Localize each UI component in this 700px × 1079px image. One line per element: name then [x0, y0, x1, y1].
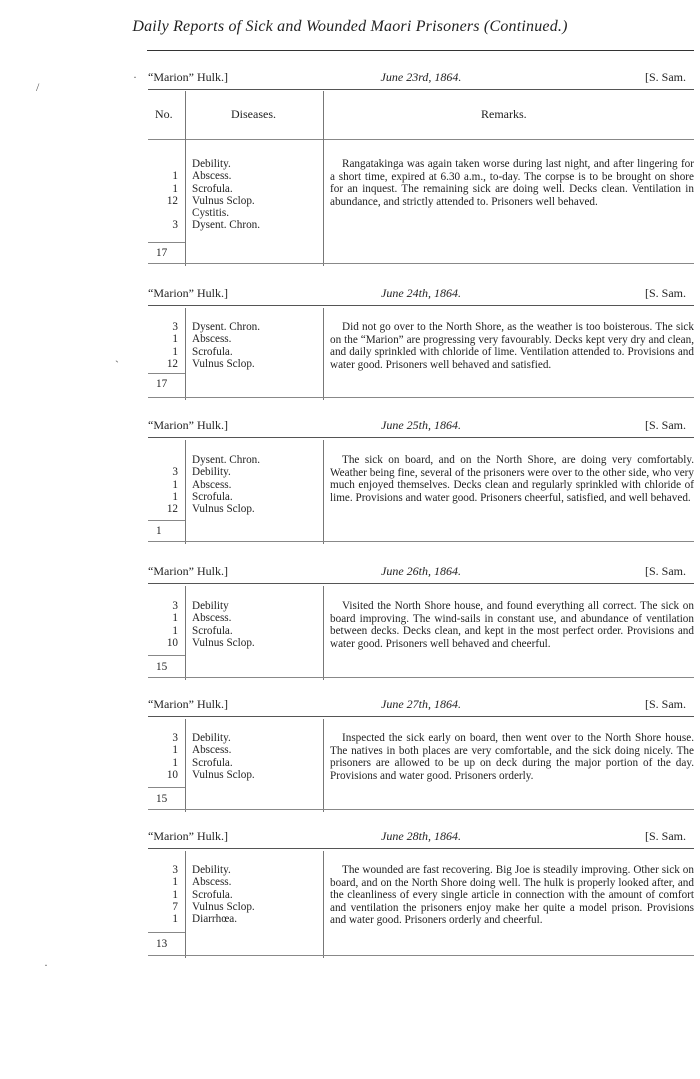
disease-name: Vulnus Sclop.	[192, 194, 255, 207]
entry-bottom-rule	[148, 263, 694, 264]
case-counts	[148, 864, 178, 925]
column-divider	[185, 440, 186, 544]
remarks-text: The sick on board, and on the North Shore, are doing very comfortably. Weather being fine, several of the prisoners were over to the other side, who very much enjoyed themselves. Decks clean and regularly sprinkled with chloride of lime. Provisions and water good. Prisoners cheerful, satisfied, and well behaved.	[330, 454, 694, 504]
disease-name: Debility.	[192, 864, 231, 876]
column-divider	[185, 91, 186, 266]
total-rule	[148, 373, 185, 374]
header-rule	[148, 437, 694, 438]
case-count: 1	[172, 744, 178, 757]
entry-header	[148, 829, 694, 849]
disease-name: Abscess.	[192, 744, 232, 757]
column-divider	[323, 308, 324, 400]
case-count: 1	[172, 888, 178, 901]
total-count: 17	[156, 378, 168, 390]
case-count: 1	[172, 170, 178, 183]
disease-name: Debility	[192, 600, 229, 612]
entry-header	[148, 70, 694, 90]
diseases-list	[192, 321, 322, 370]
entry-header	[148, 564, 694, 584]
ship-name: “Marion” Hulk.]	[148, 418, 228, 432]
report-date: June 25th, 1864.	[381, 418, 461, 432]
margin-mark: ·	[44, 958, 48, 972]
column-header-no: No.	[155, 107, 173, 121]
diseases-list	[192, 732, 322, 781]
disease-name: Scrofula.	[192, 624, 233, 637]
case-count: 12	[166, 194, 178, 207]
case-count: 3	[172, 600, 178, 612]
case-count: 1	[172, 624, 178, 637]
case-count: 10	[166, 636, 178, 649]
total-rule	[148, 787, 185, 788]
header-rule	[148, 716, 694, 717]
header-rule	[148, 583, 694, 584]
case-counts	[148, 321, 178, 370]
column-divider	[185, 851, 186, 958]
case-count: 1	[172, 612, 178, 625]
ship-name: “Marion” Hulk.]	[148, 564, 228, 578]
disease-name: Scrofula.	[192, 182, 233, 195]
case-count: 3	[172, 732, 178, 744]
entry-bottom-rule	[148, 541, 694, 542]
case-count: 7	[172, 900, 178, 913]
disease-name: Scrofula.	[192, 756, 233, 769]
column-divider	[323, 719, 324, 812]
disease-name: Abscess.	[192, 478, 232, 491]
diseases-list	[192, 158, 322, 232]
total-rule	[148, 242, 185, 243]
column-divider	[323, 91, 324, 266]
case-counts	[148, 600, 178, 649]
case-count: 1	[172, 876, 178, 889]
column-divider	[185, 308, 186, 400]
remarks-text: Rangatakinga was again taken worse during last night, and after lingering for a short time, expired at 6.30 a.m., to-day. The corpse is to be brought on shore for an inquest. The remaining sick are doing well. Decks clean. Ventilation in abundance, and strictly attended to. Prisoners well behaved.	[330, 158, 694, 208]
column-header-rule	[148, 139, 694, 140]
disease-name: Scrofula.	[192, 490, 233, 503]
total-rule	[148, 655, 185, 656]
total-count: 15	[156, 661, 168, 673]
case-count: 1	[172, 345, 178, 358]
case-count	[148, 158, 178, 170]
disease-name: Vulnus Sclop.	[192, 768, 255, 781]
case-count: 1	[172, 913, 178, 926]
report-date: June 27th, 1864.	[381, 697, 461, 711]
diseases-list	[192, 454, 322, 515]
ship-name: “Marion” Hulk.]	[148, 697, 228, 711]
case-count: 12	[166, 357, 178, 370]
disease-name: Vulnus Sclop.	[192, 900, 255, 913]
disease-name: Vulnus Sclop.	[192, 357, 255, 370]
case-count: 12	[166, 503, 178, 516]
disease-name: Scrofula.	[192, 345, 233, 358]
margin-mark: `	[115, 358, 119, 372]
case-counts	[148, 454, 178, 515]
disease-name: Dysent. Chron.	[192, 219, 261, 232]
column-divider	[323, 851, 324, 958]
total-count: 1	[156, 525, 162, 537]
report-date: June 24th, 1864.	[381, 286, 461, 300]
case-count: 1	[172, 478, 178, 491]
disease-name: Scrofula.	[192, 888, 233, 901]
disease-name: Debility.	[192, 732, 231, 744]
case-counts	[148, 732, 178, 781]
margin-mark: ·	[133, 70, 137, 84]
column-header-remarks: Remarks.	[481, 107, 527, 121]
signature: [S. Sam.	[644, 70, 686, 84]
ship-name: “Marion” Hulk.]	[148, 70, 228, 84]
disease-name: Abscess.	[192, 333, 232, 346]
disease-name: Dysent. Chron.	[192, 454, 261, 466]
case-count: 3	[172, 219, 178, 232]
remarks-text: The wounded are fast recovering. Big Joe is steadily improving. Other sick on board, and on the North Shore doing well. The hulk is properly looked after, and the cleanliness of every single article in connection with the amount of comfort and ventilation the prisoners enjoy make her quite a model prison. Provisions and water good. Prisoners orderly and cheerful.	[330, 864, 694, 927]
report-entry	[148, 286, 694, 400]
ship-name: “Marion” Hulk.]	[148, 829, 228, 843]
total-rule	[148, 520, 185, 521]
disease-name: Debility.	[192, 158, 231, 170]
report-date: June 28th, 1864.	[381, 829, 461, 843]
disease-name: Abscess.	[192, 170, 232, 183]
total-count: 15	[156, 793, 168, 805]
case-count: 3	[172, 321, 178, 333]
disease-name: Abscess.	[192, 612, 232, 625]
title-rule	[147, 50, 694, 51]
entry-bottom-rule	[148, 809, 694, 810]
disease-name: Vulnus Sclop.	[192, 636, 255, 649]
header-rule	[148, 89, 694, 90]
total-count: 13	[156, 938, 168, 950]
case-count	[148, 454, 178, 466]
column-divider	[323, 440, 324, 544]
report-date: June 23rd, 1864.	[380, 70, 462, 84]
page-title: Daily Reports of Sick and Wounded Maori Prisoners (Continued.)	[132, 18, 568, 35]
signature: [S. Sam.	[644, 697, 686, 711]
case-count: 1	[172, 756, 178, 769]
disease-name: Dysent. Chron.	[192, 321, 261, 333]
case-count: 1	[172, 333, 178, 346]
report-entry	[148, 829, 694, 958]
entry-header	[148, 697, 694, 717]
report-date: June 26th, 1864.	[381, 564, 461, 578]
case-count: 3	[172, 864, 178, 876]
diseases-list	[192, 864, 322, 925]
case-count: 3	[172, 466, 178, 479]
disease-name: Diarrhœa.	[192, 913, 238, 926]
column-divider	[185, 719, 186, 812]
report-entry	[148, 70, 694, 266]
report-entry	[148, 418, 694, 544]
disease-name: Debility.	[192, 466, 231, 479]
case-count	[148, 207, 178, 219]
column-divider	[185, 586, 186, 680]
ship-name: “Marion” Hulk.]	[148, 286, 228, 300]
signature: [S. Sam.	[644, 286, 686, 300]
case-count: 10	[166, 768, 178, 781]
report-entry	[148, 564, 694, 680]
entry-bottom-rule	[148, 955, 694, 956]
entry-header	[148, 418, 694, 438]
disease-name: Vulnus Sclop.	[192, 503, 255, 516]
margin-mark: /	[36, 80, 40, 94]
disease-name: Cystitis.	[192, 207, 229, 220]
column-divider	[323, 586, 324, 680]
signature: [S. Sam.	[644, 564, 686, 578]
case-count: 1	[172, 490, 178, 503]
signature: [S. Sam.	[644, 829, 686, 843]
column-header-diseases: Diseases.	[231, 107, 276, 121]
remarks-text: Did not go over to the North Shore, as the weather is too boisterous. The sick on the “Marion” are progressing very favourably. Decks kept very dry and clean, and daily sprinkled with chloride of lime. Ventilation attended to. Provisions and water good. Prisoners well behaved and satisfied.	[330, 321, 694, 371]
entry-bottom-rule	[148, 397, 694, 398]
remarks-text: Visited the North Shore house, and found everything all correct. The sick on board improving. The wind-sails in constant use, and abundance of ventilation between decks. Decks clean, and kept in the most perfect order. Provisions and water good. Prisoners well behaved and cheerful.	[330, 600, 694, 650]
entry-bottom-rule	[148, 677, 694, 678]
total-rule	[148, 932, 185, 933]
header-rule	[148, 848, 694, 849]
diseases-list	[192, 600, 322, 649]
report-entry	[148, 697, 694, 812]
signature: [S. Sam.	[644, 418, 686, 432]
total-count: 17	[156, 247, 168, 259]
entry-header	[148, 286, 694, 306]
disease-name: Abscess.	[192, 876, 232, 889]
remarks-text: Inspected the sick early on board, then went over to the North Shore house. The natives in both places are very comfortable, and the sick doing nicely. The prisoners are allowed to be up on deck during the major portion of the day. Provisions and water good. Prisoners orderly.	[330, 732, 694, 782]
header-rule	[148, 305, 694, 306]
case-counts	[148, 158, 178, 232]
case-count: 1	[172, 182, 178, 195]
